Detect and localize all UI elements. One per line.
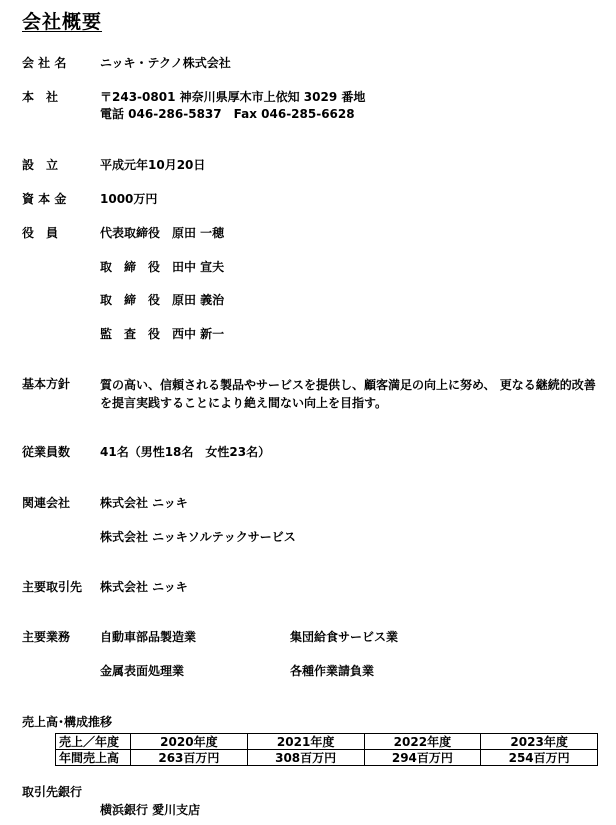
bank-value: 横浜銀行 愛川支店 [100,803,201,817]
officer-item: 代表取締役 原田 一穂 [100,226,225,240]
table-cell: 254百万円 [481,750,598,766]
bank-label: 取引先銀行 [22,785,83,799]
established-label: 設 立 [22,158,59,172]
business-label: 主要業務 [22,630,71,644]
table-cell: 年間売上高 [56,750,131,766]
employees-value: 41名（男性18名 女性23名） [100,445,271,459]
business-item: 集団給食サービス業 [290,630,399,644]
head-office-label: 本 社 [22,90,59,104]
table-row [56,750,598,766]
business-item: 金属表面処理業 [100,664,185,678]
table-header-cell: 2021年度 [247,734,364,750]
table-header-cell: 2020年度 [131,734,248,750]
table-header-cell: 2023年度 [481,734,598,750]
capital-label: 資 本 金 [22,192,67,206]
sales-label: 売上高･構成推移 [22,715,113,729]
head-office-contact: 電話 046-286-5837 Fax 046-285-6628 [100,107,355,121]
established-value: 平成元年10月20日 [100,158,206,172]
table-header-cell: 2022年度 [364,734,481,750]
company-name-value: ニッキ・テクノ株式会社 [100,56,231,70]
table-cell: 294百万円 [364,750,481,766]
business-item: 自動車部品製造業 [100,630,197,644]
affiliate-item: 株式会社 ニッキソルテックサービス [100,530,296,544]
policy-label: 基本方針 [22,377,71,391]
table-header-cell: 売上／年度 [56,734,131,750]
affiliate-item: 株式会社 ニッキ [100,496,188,510]
table-cell: 308百万円 [247,750,364,766]
capital-value: 1000万円 [100,192,158,206]
officer-item: 監 査 役 西中 新一 [100,327,225,341]
main-client-label: 主要取引先 [22,580,83,594]
table-row [56,734,598,750]
officer-item: 取 締 役 田中 宣夫 [100,260,225,274]
business-item: 各種作業請負業 [290,664,375,678]
affiliates-label: 関連会社 [22,496,71,510]
officers-label: 役 員 [22,226,59,240]
head-office-address: 〒243-0801 神奈川県厚木市上依知 3029 番地 [100,90,366,104]
officer-item: 取 締 役 原田 義治 [100,293,225,307]
table-cell: 263百万円 [131,750,248,766]
sales-table [55,733,598,766]
main-client-value: 株式会社 ニッキ [100,580,188,594]
company-name-label: 会 社 名 [22,56,67,70]
employees-label: 従業員数 [22,445,71,459]
page-title: 会社概要 [22,11,103,33]
policy-text: 質の高い、信頼される製品やサービスを提供し、顧客満足の向上に努め、 更なる継続的改善を提言実践することにより絶え間ない向上を目指す。 [100,378,596,410]
